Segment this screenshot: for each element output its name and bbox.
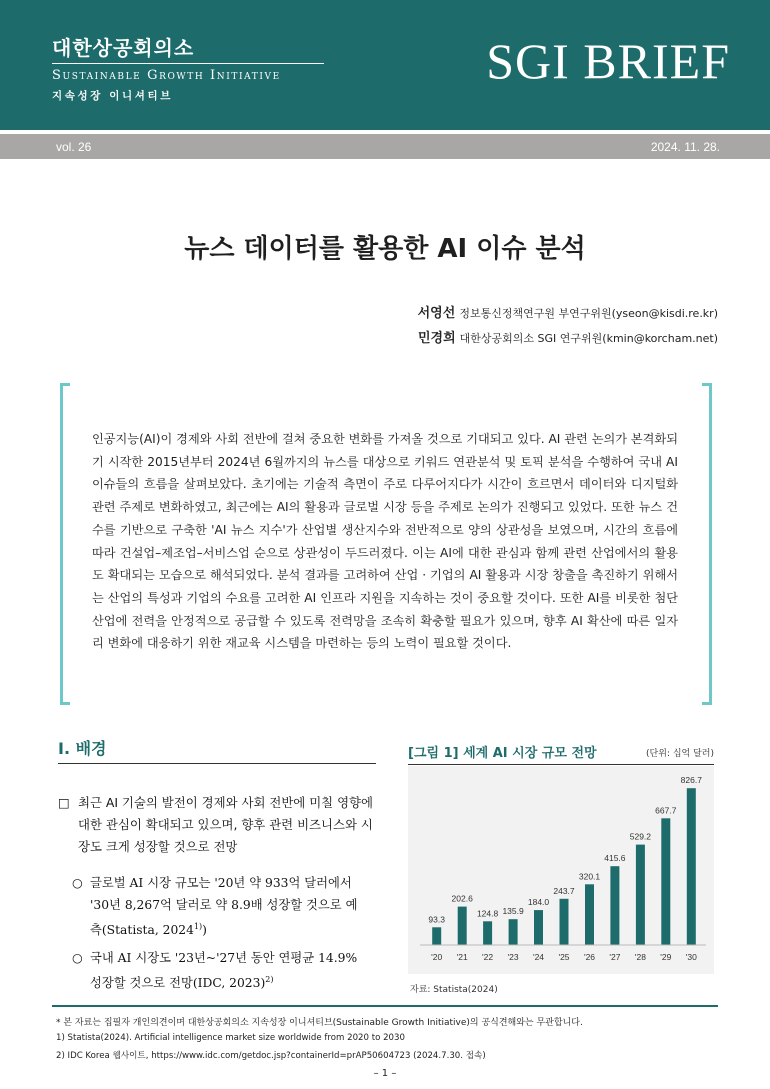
chart-bar (661, 818, 670, 945)
market-size-bar-chart (408, 766, 714, 974)
x-tick-label: '20 (431, 952, 443, 962)
circle-bullet-icon: ○ (72, 876, 83, 890)
page-number: – 1 – (373, 1068, 397, 1079)
chart-bar (534, 910, 543, 945)
bar-value-label: 415.6 (604, 853, 626, 864)
chart-bar (509, 919, 518, 945)
circle-bullet-icon: ○ (72, 951, 83, 965)
author-2 (418, 327, 718, 346)
bar-value-label: 320.1 (578, 871, 601, 882)
figure-title: [그림 1] 세계 AI 시장 규모 전망 (408, 746, 597, 761)
sub-bullet-1 (72, 872, 368, 941)
footnote-2: 2) IDC Korea 웹사이트, https://www.idc.com/getdoc.jsp?containerId=prAP50604723 (2024.7.30. 접속) (56, 1051, 486, 1061)
chart-bar (560, 899, 569, 945)
bar-value-label: 184.0 (527, 897, 550, 908)
volume-number: vol. 26 (56, 140, 92, 154)
abstract-bracket-right (702, 383, 712, 705)
footnote-ref: 1) (193, 922, 203, 931)
sub-bullet-text: 국내 AI 시장도 '23년~'27년 동안 연평균 14.9% 성장할 것으로 전망(IDC, 2023) (90, 951, 358, 991)
main-bullet-text: 최근 AI 기술의 발전이 경제와 사회 전반에 미칠 영향에 대한 관심이 확대되고 있으며, 향후 관련 비즈니스와 시장도 크게 성장할 것으로 전망 (78, 795, 373, 854)
bar-value-label: 202.6 (451, 893, 473, 904)
x-tick-label: '23 (507, 952, 519, 962)
abstract-text: 인공지능(AI)이 경제와 사회 전반에 걸쳐 중요한 변화를 가져올 것으로 기대되고 있다. AI 관련 논의가 본격화되기 시작한 2015년부터 2024년 6월까지의 뉴스를 대상으로 키워드 연관분석 및 토픽 분석을 수행하여 국내 AI 이슈들의 흐름을 살펴보았다. 초기에는 기술적 측면이 주로 다루어지다가 시간이 흐르면서 데이터와 디지털화 관련 주제로 변화하였고, 최근에는 AI의 활용과 글로벌 시장 등을 주제로 논의가 진행되고 있었다. 또한 뉴스 건수를 기반으로 구축한 'AI 뉴스 지수'가 산업별 생산지수와 전반적으로 양의 상관성을 보였으며, 시간의 흐름에 따라 건설업–제조업–서비스업 순으로 상관성이 두드러졌다. 이는 AI에 대한 관심과 함께 관련 산업에서의 활용도 확대되는 모습으로 해석되었다. 분석 결과를 고려하여 산업 · 기업의 AI 활용과 시장 창출을 촉진하기 위해서는 산업의 특성과 기업의 수요를 고려한 AI 인프라 지원을 지속하는 것이 중요할 것이다. 또한 AI를 비롯한 첨단산업에 전력을 안정적으로 공급할 수 있도록 전력망을 조속히 확충할 필요가 있으며, 향후 AI 확산에 따른 일자리 변화에 대응하기 위한 재교육 시스템을 마련하는 등의 노력이 필요할 것이다. (92, 432, 678, 651)
x-tick-label: '30 (685, 952, 697, 962)
org-name-korean: 대한상공회의소 (52, 36, 195, 60)
chart-bar (458, 907, 467, 945)
org-name-english: Sustainable Growth Initiative (52, 68, 281, 83)
document-title: 뉴스 데이터를 활용한 AI 이슈 분석 (184, 234, 586, 264)
author-affiliation: 정보통신정책연구원 부연구위원(yseon@kisdi.re.kr) (459, 307, 718, 320)
disclaimer: * 본 자료는 집필자 개인의견이며 대한상공회의소 지속성장 이니셔티브(Sustainable Growth Initiative)의 공식견해와는 무관합니다. (56, 1018, 583, 1028)
org-divider (52, 63, 324, 64)
x-tick-label: '26 (583, 952, 596, 962)
author-name: 서영선 (417, 306, 456, 321)
bar-value-label: 529.2 (629, 831, 652, 842)
x-tick-label: '28 (634, 952, 646, 962)
main-bullet (58, 792, 376, 858)
x-tick-label: '22 (482, 952, 494, 962)
chart-bar (585, 884, 594, 945)
sub-bullet-text: 글로벌 AI 시장 규모는 '20년 약 933억 달러에서 '30년 8,267억 달러로 약 8.9배 성장할 것으로 예측(Statista, 2024 (90, 876, 358, 938)
abstract-bracket-left (60, 383, 70, 705)
footnote-ref: 2) (265, 975, 274, 984)
section-title: Ⅰ. 배경 (58, 739, 107, 758)
bar-value-label: 826.7 (680, 775, 702, 786)
issue-bar (0, 134, 770, 159)
x-tick-label: '24 (532, 952, 545, 962)
chart-bar (610, 866, 619, 945)
x-tick-label: '27 (609, 952, 621, 962)
figure-source: 자료: Statista(2024) (410, 985, 498, 995)
bar-value-label: 124.8 (476, 908, 499, 919)
bar-value-label: 667.7 (655, 805, 677, 816)
square-bullet-icon: □ (58, 795, 70, 810)
chart-bar (687, 788, 696, 945)
issue-date: 2024. 11. 28. (650, 140, 720, 154)
sub-bullet-close: ) (202, 923, 207, 938)
bar-value-label: 135.9 (502, 906, 524, 917)
section-divider (58, 763, 376, 764)
bar-value-label: 93.3 (428, 914, 445, 925)
figure-unit: (단위: 십억 달러) (646, 749, 714, 759)
author-name: 민경희 (417, 331, 456, 346)
author-1 (418, 302, 718, 321)
footnote-1: 1) Statista(2024). Artificial intelligence market size worldwide from 2020 to 2030 (56, 1033, 405, 1043)
bar-value-label: 243.7 (553, 885, 575, 896)
brand-title: SGI BRIEF (486, 33, 730, 89)
chart-bar (432, 927, 441, 945)
x-tick-label: '29 (660, 952, 672, 962)
figure-divider (408, 764, 714, 765)
org-subtitle: 지속성장 이니셔티브 (52, 90, 173, 102)
author-affiliation: 대한상공회의소 SGI 연구위원(kmin@korcham.net) (459, 332, 718, 345)
footer-divider (52, 1005, 718, 1007)
chart-bar (483, 921, 492, 945)
sub-bullet-2 (72, 947, 368, 994)
header-banner (0, 0, 770, 130)
x-tick-label: '25 (558, 952, 570, 962)
x-tick-label: '21 (456, 952, 468, 962)
chart-bar (636, 845, 645, 945)
